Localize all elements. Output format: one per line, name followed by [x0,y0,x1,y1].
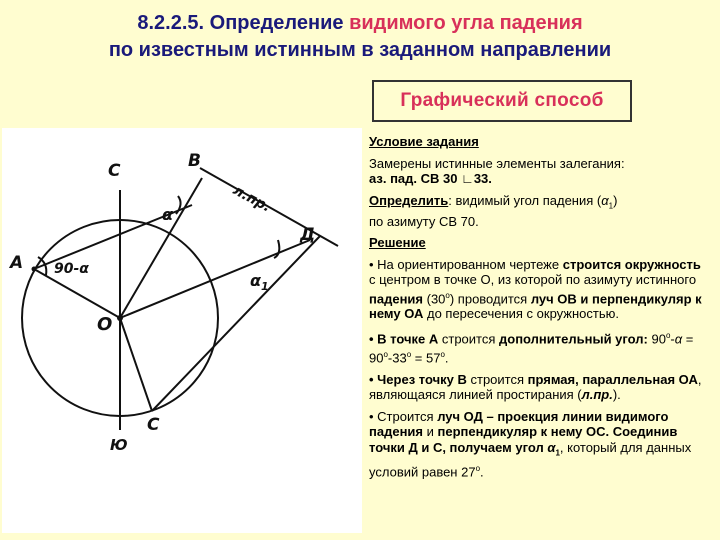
title-line-2: по известным истинным в заданном направлении [108,39,612,61]
step-4: • Строится луч ОД – проекция линии видимого падения и перпендикуляр к нему ОС. Соединив точки Д и С, получаем угол $\alpha_1$, который для данных условий равен $27^о$. [369,408,692,479]
step-1: • На ориентированном чертеже строится окружность с центром в точке О, из которой по азимуту истинного падения $(30^о)$ проводится луч ОВ и перпендикуляр к нему ОА до пересечения с окружностью. [369,256,702,322]
point-o-dot [117,315,123,321]
title-line-1 [0,10,720,37]
label-alpha1: $\alpha_1$ [250,271,269,293]
label-point-c: С [147,415,160,435]
condition-title: Условие задания [369,134,479,149]
point-a-dot [32,267,37,272]
step-3: • Через точку В строится прямая, параллельная ОА, являющаяся линией простирания (л.пр.). [369,371,702,403]
ray-oc [120,318,152,411]
slide-title [0,10,720,64]
step-2: • В точке А строится дополнительный угол: $90^о-\alpha = 90^о-33^о = 57^о$. [369,330,694,366]
diagram-svg [2,128,362,533]
define-paragraph: Определить: видимый угол падения $(\alpha_1)$ по азимуту СВ 70. [369,192,618,229]
ray-od [120,240,310,318]
label-center: О [97,314,113,335]
solution-text [369,134,709,486]
line-cd [152,236,320,411]
construction-diagram [2,128,362,533]
label-alpha: α [162,205,173,224]
label-strike-line: л.пр. [230,182,274,216]
label-point-b: В [188,151,201,171]
label-angle-90: 90-α [54,261,89,277]
label-point-d: Д [300,225,316,245]
label-north: С [108,161,121,181]
label-point-a: А [10,253,24,273]
method-badge: Графический способ [372,80,632,122]
solution-title: Решение [369,235,426,251]
title-accent: видимого угла падения [349,12,583,34]
label-south: Ю [110,436,128,454]
title-prefix: 8.2.2.5. Определение [137,12,350,34]
condition-body: Замерены истинные элементы залегания: аз. пад. СВ 30 ∟33. [369,155,625,186]
